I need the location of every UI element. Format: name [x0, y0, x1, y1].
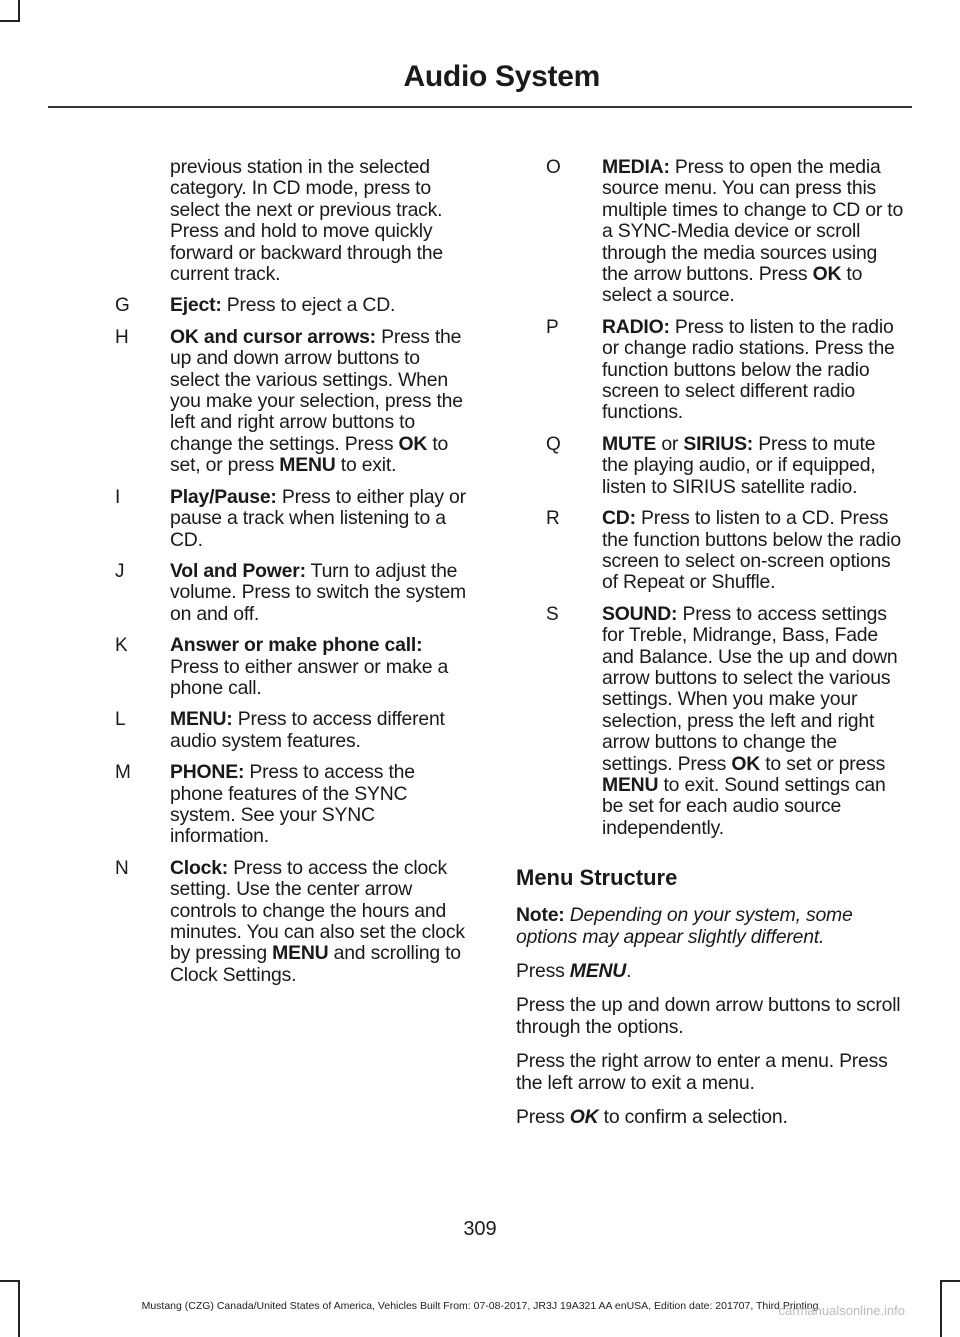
entry-letter: R [546, 508, 560, 530]
entry-term: Answer or make phone call: [170, 634, 423, 657]
entry-term: SOUND: [602, 602, 678, 625]
entry-letter: I [115, 486, 121, 508]
entry-j: J Vol and Power: Turn to adjust the volume. Press to switch the system on and off. [100, 561, 472, 625]
entry-letter: Q [546, 433, 561, 455]
entry-term: MEDIA: [602, 156, 670, 178]
entry-term: RADIO: [602, 315, 670, 338]
entry-term: CD: [602, 507, 636, 530]
watermark: carmanualsonline.info [778, 1303, 905, 1318]
entry-letter: N [115, 857, 129, 879]
entry-o: O MEDIA: Press to open the media source menu. You can press this multiple times to change to CD or to a SYNC-Media device or scroll through the media sources using the arrow buttons. Press OK to select a source. [516, 157, 904, 307]
entry-p: P RADIO: Press to listen to the radio or change radio stations. Press the function buttons below the radio screen to select different radio functions. [516, 317, 904, 424]
entry-letter: P [546, 316, 559, 338]
crop-mark [940, 1280, 960, 1282]
entry-s: S SOUND: Press to access settings for Treble, Midrange, Bass, Fade and Balance. Use the up and down arrow buttons to select the various settings. When you make your selection, press the left and right arrow buttons to change the settings. Press OK to set or press MENU to exit. Sound settings can be set for each audio source independently. [516, 604, 904, 839]
entry-letter: L [115, 709, 126, 731]
instruction-paragraph: Press the up and down arrow buttons to scroll through the options. [516, 994, 901, 1038]
entry-letter: J [115, 560, 125, 582]
entry-letter: H [115, 326, 129, 348]
header-rule [48, 106, 912, 108]
entry-term: PHONE: [170, 761, 245, 784]
instruction-paragraph: Press MENU. [516, 960, 632, 982]
crop-mark [0, 1280, 20, 1282]
right-column [516, 157, 904, 1141]
entry-q: Q MUTE or SIRIUS: Press to mute the playing audio, or if equipped, listen to SIRIUS satellite radio. [516, 434, 904, 498]
entry-term: Clock: [170, 856, 229, 879]
entry-i: I Play/Pause: Press to either play or pause a track when listening to a CD. [100, 487, 472, 551]
footer-text: Mustang (CZG) Canada/United States of America, Vehicles Built From: 07-08-2017, JR3J 19A321 AA enUSA, Edition date: 201707, Third Printing [141, 1300, 819, 1312]
entry-term: Play/Pause: [170, 485, 277, 508]
instruction-paragraph: Press OK to confirm a selection. [516, 1106, 788, 1129]
page-number: 309 [463, 1218, 497, 1240]
entry-g: G Eject: Press to eject a CD. [100, 295, 472, 316]
entry-term: MENU: [170, 708, 233, 731]
entry-term: Vol and Power: [170, 559, 306, 582]
entry-term: Eject: [170, 294, 222, 317]
entry-letter: S [546, 603, 559, 625]
entry-letter: M [115, 762, 131, 784]
entry-n: N Clock: Press to access the clock setting. Use the center arrow controls to change the hours and minutes. You can also set the clock by pressing MENU and scrolling to Clock Settings. [100, 858, 472, 986]
entry-m: M PHONE: Press to access the phone features of the SYNC system. See your SYNC information. [100, 762, 472, 848]
crop-mark [18, 1280, 20, 1337]
instruction-paragraph: Press the right arrow to enter a menu. Press the left arrow to exit a menu. [516, 1050, 888, 1094]
entry-term: MUTE [602, 432, 657, 455]
entry-letter: K [115, 635, 128, 657]
continuation-text: previous station in the selected category. In CD mode, press to select the next or previous track. Press and hold to move quickly forward or backward through the current track. [170, 156, 443, 286]
crop-mark [18, 0, 20, 22]
entry-term: OK and cursor arrows: [170, 325, 376, 348]
entry-letter: O [546, 157, 561, 178]
page-title: Audio System [403, 60, 600, 93]
entry-h: H OK and cursor arrows: Press the up and down arrow buttons to select the various settings. When you make your selection, press the left and right arrow buttons to change the settings. Press OK to set, or press MENU to exit. [100, 327, 472, 477]
entry-letter: G [115, 295, 130, 317]
entry-l: L MENU: Press to access different audio system features. [100, 709, 472, 752]
crop-mark [0, 20, 20, 22]
entry-k: K Answer or make phone call: Press to either answer or make a phone call. [100, 635, 472, 699]
left-column [100, 157, 472, 996]
section-heading: Menu Structure [516, 865, 678, 891]
continuation-paragraph [100, 157, 472, 285]
crop-mark [940, 1280, 942, 1337]
entry-r: R CD: Press to listen to a CD. Press the function buttons below the radio screen to select on-screen options of Repeat or Shuffle. [516, 508, 904, 594]
note-paragraph: Note: Depending on your system, some options may appear slightly different. [516, 904, 853, 948]
